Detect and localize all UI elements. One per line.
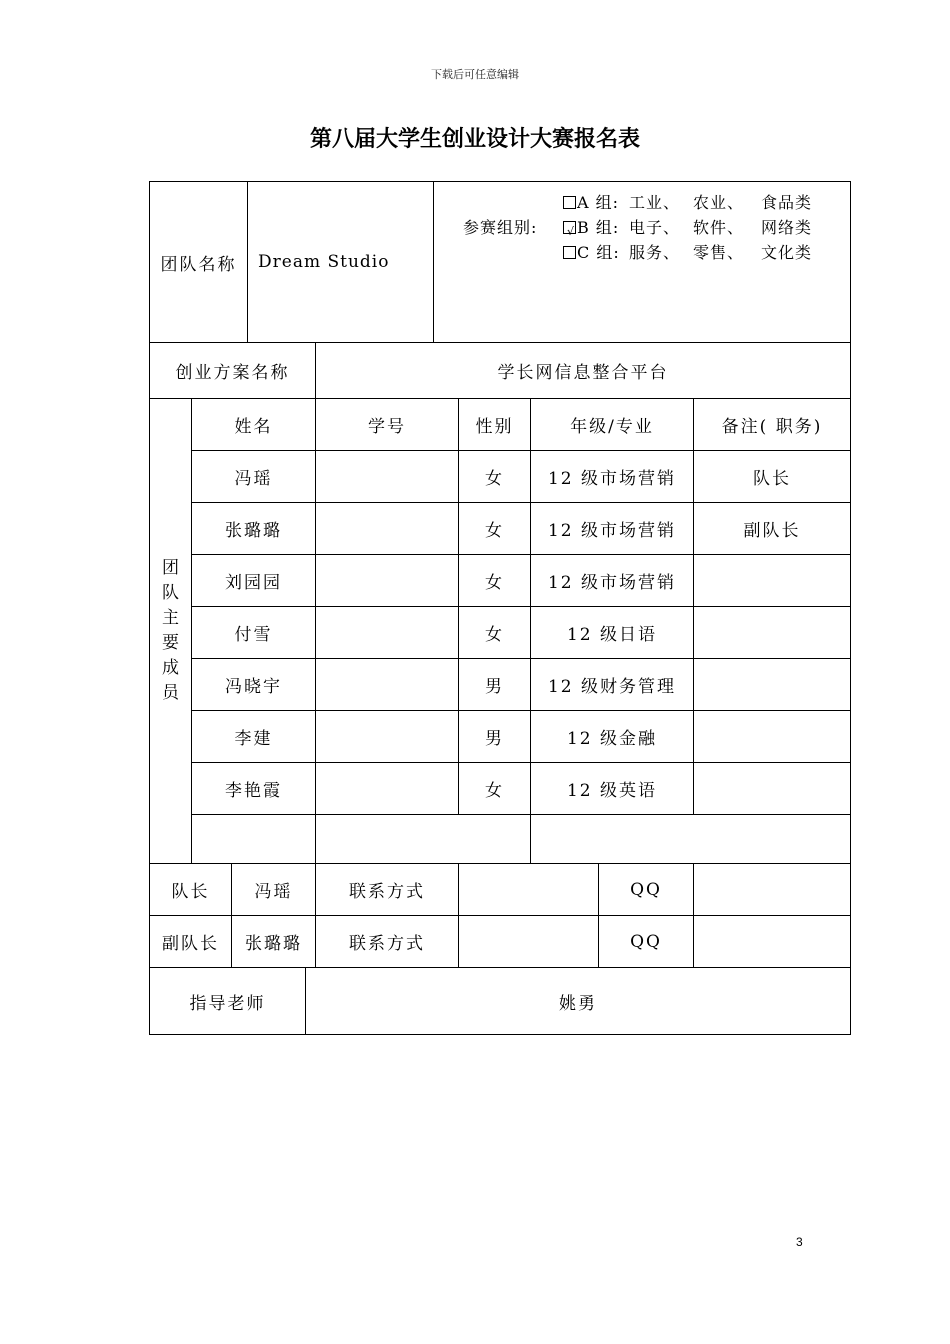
advisor-value: 姚勇 [559,993,597,1014]
member-gender: 女 [459,451,531,503]
vice-leader-contact-label: 联系方式 [316,916,459,968]
team-name-label: 团队名称 [150,182,248,343]
group-label: 参赛组别: [463,218,538,237]
member-gender: 男 [459,659,531,711]
member-grade-major: 12 级市场营销 [531,555,694,607]
page-number: 3 [796,1235,803,1249]
member-name: 付雪 [192,607,316,659]
member-student-id[interactable] [316,503,459,555]
leader-qq-label: QQ [599,864,694,916]
document-title: 第八届大学生创业设计大赛报名表 [309,127,640,152]
member-student-id[interactable] [316,815,531,864]
col-header-notes: 备注( 职务) [694,399,850,451]
vice-leader-qq-label: QQ [599,916,694,968]
leader-contact-label: 联系方式 [316,864,459,916]
team-name-value: Dream Studio [248,182,434,343]
member-grade-major: 12 级市场营销 [531,503,694,555]
col-header-gender: 性别 [459,399,531,451]
members-section-label: 团 队 主 要 成 员 [150,399,192,864]
member-student-id[interactable] [316,607,459,659]
checkbox-c[interactable] [563,246,576,259]
member-role [694,711,850,763]
member-name[interactable] [192,815,316,864]
group-option-b[interactable]: √ B 组: 电子、 软件、 网络类 [563,215,812,240]
header-note: 下载后可任意编辑 [431,68,519,81]
member-gender: 男 [459,711,531,763]
member-gender: 女 [459,503,531,555]
member-student-id[interactable] [316,451,459,503]
group-option-c[interactable]: C 组: 服务、 零售、 文化类 [563,240,812,265]
member-role [694,763,850,815]
member-name: 李建 [192,711,316,763]
member-role [694,555,850,607]
member-name: 冯晓宇 [192,659,316,711]
member-name: 冯瑶 [192,451,316,503]
member-grade-major: 12 级英语 [531,763,694,815]
member-grade-major: 12 级市场营销 [531,451,694,503]
vice-leader-qq-value[interactable] [694,916,850,968]
member-student-id[interactable] [316,763,459,815]
col-header-name: 姓名 [192,399,316,451]
leader-qq-value[interactable] [694,864,850,916]
checkbox-a[interactable] [563,196,576,209]
plan-name-label: 创业方案名称 [150,343,316,399]
member-role [694,607,850,659]
vice-leader-name: 张璐璐 [232,916,316,968]
leader-contact-value[interactable] [459,864,599,916]
vice-leader-role-label: 副队长 [150,916,232,968]
registration-form [149,181,851,1035]
member-role: 队长 [694,451,850,503]
member-student-id[interactable] [316,555,459,607]
leader-name: 冯瑶 [232,864,316,916]
member-gender: 女 [459,607,531,659]
group-option-a[interactable]: A 组: 工业、 农业、 食品类 [563,190,812,215]
col-header-student-id: 学号 [316,399,459,451]
member-name: 李艳霞 [192,763,316,815]
member-name: 刘园园 [192,555,316,607]
vice-leader-contact-value[interactable] [459,916,599,968]
member-student-id[interactable] [316,659,459,711]
checkbox-b-checked[interactable] [563,221,576,238]
advisor-label: 指导老师 [150,968,306,1034]
member-role [694,659,850,711]
member-role: 副队长 [694,503,850,555]
member-gender: 女 [459,555,531,607]
leader-role-label: 队长 [150,864,232,916]
member-grade-major[interactable] [531,815,850,864]
plan-name-value: 学长网信息整合平台 [316,343,850,399]
member-student-id[interactable] [316,711,459,763]
member-grade-major: 12 级金融 [531,711,694,763]
member-name: 张璐璐 [192,503,316,555]
col-header-grade-major: 年级/专业 [531,399,694,451]
member-gender: 女 [459,763,531,815]
member-grade-major: 12 级日语 [531,607,694,659]
check-mark-icon: √ [567,225,575,238]
member-grade-major: 12 级财务管理 [531,659,694,711]
